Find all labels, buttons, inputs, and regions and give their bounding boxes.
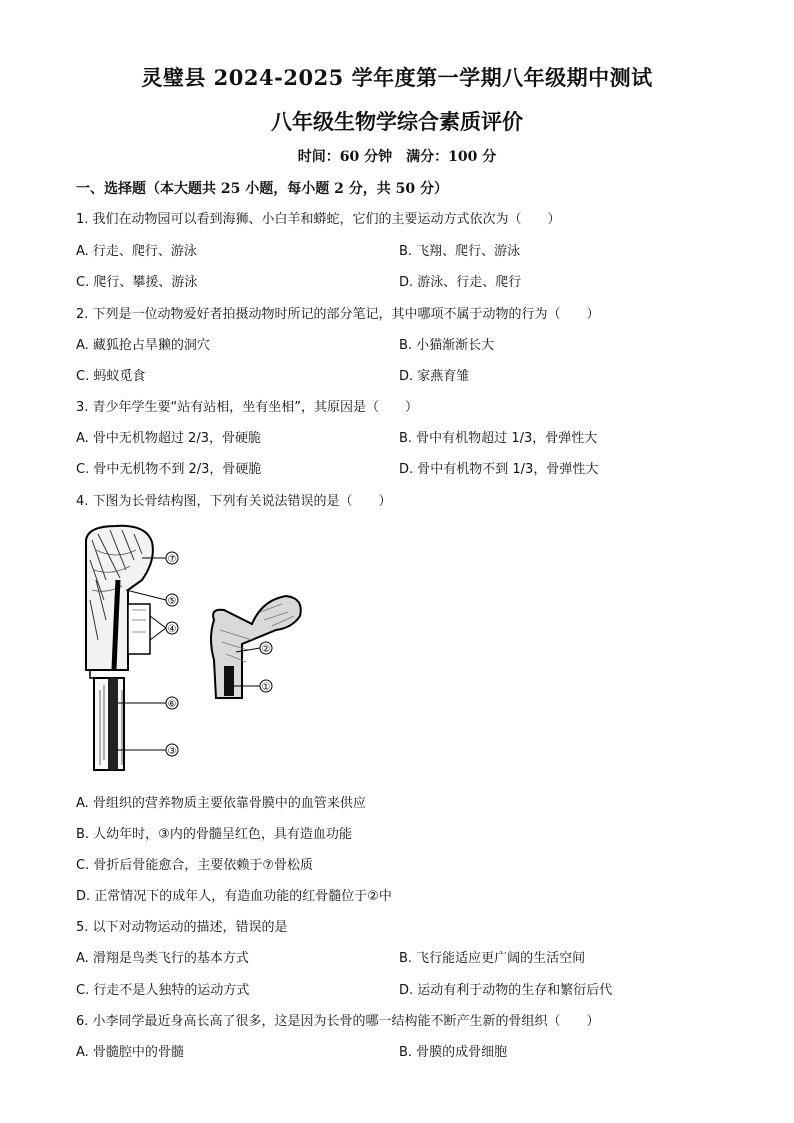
- label-2: ②: [261, 644, 271, 655]
- question-3-option-d: D. 骨中有机物不到 1/3，骨弹性大: [399, 462, 599, 477]
- long-bone-section-drawing: [86, 526, 153, 770]
- question-6-option-b: B. 骨膜的成骨细胞: [399, 1045, 508, 1060]
- question-6-stem: 6. 小李同学最近身高长高了很多，这是因为长骨的哪一结构能不断产生新的骨组织（ ）: [76, 1014, 600, 1029]
- question-1-option-d: D. 游泳、行走、爬行: [399, 275, 522, 290]
- question-1-option-c: C. 爬行、攀援、游泳: [76, 275, 198, 290]
- question-6-option-a: A. 骨髓腔中的骨髓: [76, 1045, 184, 1060]
- exam-meta: 时间：60 分钟 满分：100 分: [297, 149, 497, 165]
- question-5-option-a: A. 滑翔是鸟类飞行的基本方式: [76, 951, 249, 966]
- question-2-option-a: A. 藏狐抢占旱獭的洞穴: [76, 338, 210, 353]
- question-1-option-b: B. 飞翔、爬行、游泳: [399, 244, 521, 259]
- question-3-option-c: C. 骨中无机物不到 2/3，骨硬脆: [76, 462, 262, 477]
- question-5-option-d: D. 运动有利于动物的生存和繁衍后代: [399, 983, 613, 998]
- exam-title: 灵璧县 2024-2025 学年度第一学期八年级期中测试: [141, 65, 653, 90]
- question-5-stem: 5. 以下对动物运动的描述，错误的是: [76, 920, 288, 935]
- question-3-option-b: B. 骨中有机物超过 1/3，骨弹性大: [399, 431, 598, 446]
- label-5: ⑤: [167, 596, 177, 607]
- question-2-stem: 2. 下列是一位动物爱好者拍摄动物时所记的部分笔记，其中哪项不属于动物的行为（ ）: [76, 307, 600, 322]
- label-7: ⑦: [167, 554, 177, 565]
- question-3-stem: 3. 青少年学生要“站有站相，坐有坐相”，其原因是（ ）: [76, 400, 419, 415]
- question-2-option-d: D. 家燕育雏: [399, 369, 470, 384]
- question-3-option-a: A. 骨中无机物超过 2/3，骨硬脆: [76, 431, 261, 446]
- question-4-option-d: D. 正常情况下的成年人，有造血功能的红骨髓位于②中: [76, 889, 392, 904]
- question-1-stem: 1. 我们在动物园可以看到海狮、小白羊和蟒蛇，它们的主要运动方式依次为（ ）: [76, 212, 561, 227]
- label-3: ③: [167, 746, 177, 757]
- section-heading: 一、选择题（本大题共 25 小题，每小题 2 分，共 50 分）: [76, 181, 448, 197]
- long-bone-diagram: [76, 520, 316, 780]
- question-4-option-b: B. 人幼年时，③内的骨髓呈红色，具有造血功能: [76, 827, 352, 842]
- question-1-option-a: A. 行走、爬行、游泳: [76, 244, 197, 259]
- femur-head-section-drawing: [211, 596, 301, 698]
- label-6: ⑥: [167, 699, 177, 710]
- question-2-option-b: B. 小猫渐渐长大: [399, 338, 495, 353]
- question-5-option-b: B. 飞行能适应更广阔的生活空间: [399, 951, 586, 966]
- question-5-option-c: C. 行走不是人独特的运动方式: [76, 983, 250, 998]
- exam-subtitle: 八年级生物学综合素质评价: [271, 109, 523, 134]
- label-4: ④: [167, 624, 177, 635]
- question-4-option-c: C. 骨折后骨能愈合，主要依赖于⑦骨松质: [76, 858, 313, 873]
- label-1: ①: [261, 682, 271, 693]
- question-2-option-c: C. 蚂蚁觅食: [76, 369, 146, 384]
- question-4-option-a: A. 骨组织的营养物质主要依靠骨膜中的血管来供应: [76, 796, 366, 811]
- question-4-stem: 4. 下图为长骨结构图，下列有关说法错误的是（ ）: [76, 494, 392, 509]
